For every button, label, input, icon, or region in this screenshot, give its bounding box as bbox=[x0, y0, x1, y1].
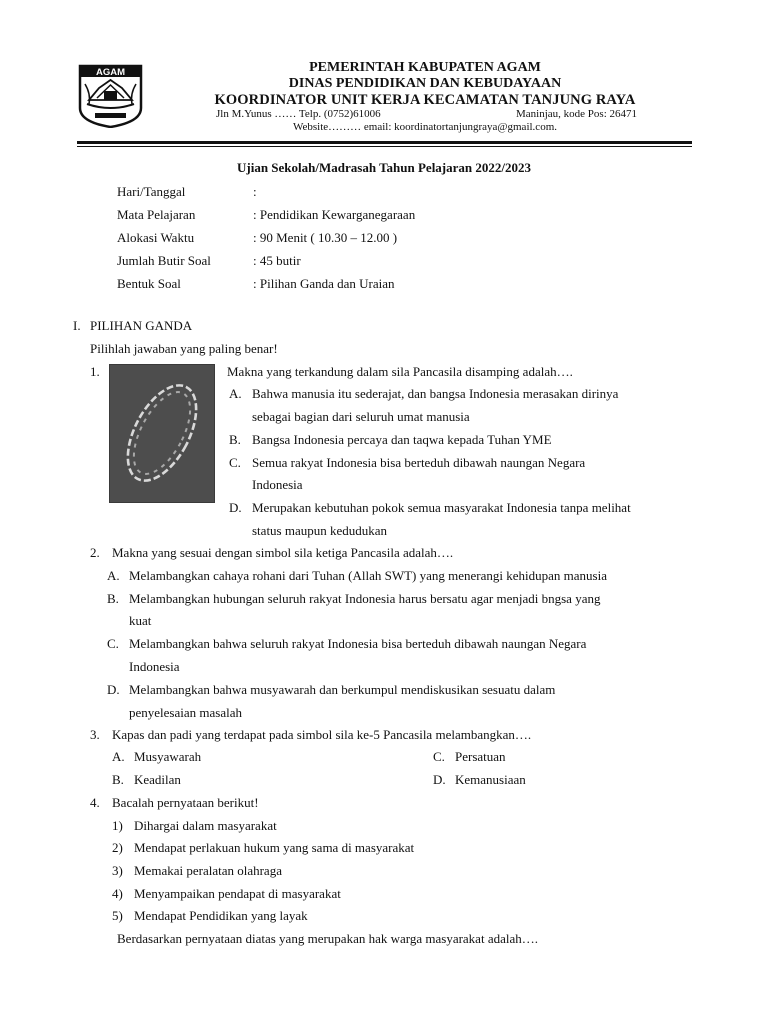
statement-number: 1) bbox=[112, 818, 123, 833]
letterhead-office: KOORDINATOR UNIT KERJA KECAMATAN TANJUNG RAYA bbox=[214, 92, 636, 108]
info-value: : bbox=[253, 183, 257, 199]
option-text-cont: Indonesia bbox=[129, 659, 180, 674]
option-text bbox=[252, 386, 696, 402]
info-label: Alokasi Waktu bbox=[117, 229, 195, 245]
option-text: Melambangkan cahaya rohani dari Tuhan (Allah SWT) yang menerangi kehidupan manusia bbox=[129, 568, 607, 583]
option-line: Bahwa manusia itu sederajat, dan bangsa Indonesia merasakan dirinya bbox=[252, 386, 619, 401]
statement-text: Dihargai dalam masyarakat bbox=[134, 818, 277, 833]
option-letter: C. bbox=[107, 636, 119, 651]
option-letter: A. bbox=[107, 568, 120, 583]
info-label: Jumlah Butir Soal bbox=[117, 252, 211, 268]
section-instruction: Pilihlah jawaban yang paling benar! bbox=[90, 341, 278, 356]
info-row bbox=[117, 226, 415, 249]
option-text: Melambangkan hubungan seluruh rakyat Indonesia harus bersatu agar menjadi bngsa yang bbox=[129, 591, 601, 606]
option-letter: D. bbox=[433, 772, 446, 787]
option-letter: B. bbox=[229, 432, 241, 447]
info-row bbox=[117, 180, 415, 203]
letterhead-website-email: Website……… email: koordinatortanjungraya@gmail.com. bbox=[292, 121, 557, 133]
option-text-cont: status maupun kedudukan bbox=[252, 523, 388, 538]
statement-number: 4) bbox=[112, 886, 123, 901]
statement-text: Memakai peralatan olahraga bbox=[134, 863, 282, 878]
info-value: : 45 butir bbox=[253, 252, 301, 268]
agam-regency-logo-icon bbox=[77, 64, 144, 128]
info-label: Mata Pelajaran bbox=[117, 206, 196, 222]
option-text: Keadilan bbox=[134, 772, 181, 787]
question-text: Kapas dan padi yang terdapat pada simbol sila ke-5 Pancasila melambangkan…. bbox=[112, 727, 532, 742]
option-letter: A. bbox=[229, 386, 242, 401]
exam-title: Ujian Sekolah/Madrasah Tahun Pelajaran 2022/2023 bbox=[237, 160, 531, 175]
statement-number: 5) bbox=[112, 908, 123, 923]
statement-text: Mendapat perlakuan hukum yang sama di masyarakat bbox=[134, 840, 415, 855]
question-number: 3. bbox=[90, 727, 100, 742]
letterhead-address bbox=[200, 108, 650, 121]
option-text-cont: kuat bbox=[129, 613, 152, 628]
option-text: Melambangkan bahwa musyawarah dan berkumpul mendiskusikan sesuatu dalam bbox=[129, 682, 556, 697]
section-number: I. bbox=[73, 318, 81, 333]
chain-icon bbox=[110, 365, 214, 502]
option-text: Semua rakyat Indonesia bisa berteduh dibawah naungan Negara bbox=[252, 455, 586, 470]
exam-info bbox=[117, 180, 415, 295]
question-number: 1. bbox=[90, 364, 100, 379]
question-text: Bacalah pernyataan berikut! bbox=[112, 795, 259, 810]
info-label: Hari/Tanggal bbox=[117, 183, 186, 199]
address-street-phone: Jln M.Yunus …… Telp. (0752)61006 bbox=[216, 108, 381, 120]
option-letter: C. bbox=[229, 455, 241, 470]
info-row bbox=[117, 203, 415, 226]
option-letter: D. bbox=[229, 500, 242, 515]
option-text: Persatuan bbox=[455, 749, 506, 764]
svg-text:AGAM: AGAM bbox=[95, 67, 126, 78]
chain-image bbox=[109, 364, 215, 503]
info-row bbox=[117, 249, 415, 272]
statement-number: 2) bbox=[112, 840, 123, 855]
option-letter: B. bbox=[107, 591, 119, 606]
option-text: Musyawarah bbox=[134, 749, 202, 764]
letterhead-department: DINAS PENDIDIKAN DAN KEBUDAYAAN bbox=[288, 76, 562, 91]
option-text: Merupakan kebutuhan pokok semua masyarakat Indonesia tanpa melihat bbox=[252, 500, 631, 515]
option-text: Bangsa Indonesia percaya dan taqwa kepada Tuhan YME bbox=[252, 432, 552, 447]
info-value: : Pendidikan Kewarganegaraan bbox=[253, 206, 416, 222]
statement-text: Menyampaikan pendapat di masyarakat bbox=[134, 886, 341, 901]
info-value: : 90 Menit ( 10.30 – 12.00 ) bbox=[253, 229, 398, 245]
info-value: : Pilihan Ganda dan Uraian bbox=[253, 275, 395, 291]
statement-text: Mendapat Pendidikan yang layak bbox=[134, 908, 308, 923]
option-letter: A. bbox=[112, 749, 125, 764]
option-text-cont: sebagai bagian dari seluruh umat manusia bbox=[252, 409, 470, 424]
info-label: Bentuk Soal bbox=[117, 275, 181, 291]
option-text: Kemanusiaan bbox=[455, 772, 526, 787]
question-closing: Berdasarkan pernyataan diatas yang merupakan hak warga masyarakat adalah…. bbox=[117, 931, 538, 946]
question-text: Makna yang sesuai dengan simbol sila ketiga Pancasila adalah…. bbox=[112, 545, 454, 560]
option-text-cont: Indonesia bbox=[252, 477, 303, 492]
option-letter: D. bbox=[107, 682, 120, 697]
letterhead-divider-thick bbox=[77, 141, 692, 144]
option-text-cont: penyelesaian masalah bbox=[129, 705, 242, 720]
section-heading: PILIHAN GANDA bbox=[90, 318, 193, 333]
question-number: 2. bbox=[90, 545, 100, 560]
question-number: 4. bbox=[90, 795, 100, 810]
option-letter: B. bbox=[112, 772, 124, 787]
letterhead-government: PEMERINTAH KABUPATEN AGAM bbox=[309, 60, 541, 75]
statement-number: 3) bbox=[112, 863, 123, 878]
question-text: Makna yang terkandung dalam sila Pancasila disamping adalah…. bbox=[227, 364, 573, 379]
info-row bbox=[117, 272, 415, 295]
option-letter: C. bbox=[433, 749, 445, 764]
option-text: Melambangkan bahwa seluruh rakyat Indonesia bisa berteduh dibawah naungan Negara bbox=[129, 636, 587, 651]
letterhead-divider-thin bbox=[77, 146, 692, 147]
address-postal: Maninjau, kode Pos: 26471 bbox=[516, 108, 637, 120]
letterhead bbox=[200, 60, 650, 134]
